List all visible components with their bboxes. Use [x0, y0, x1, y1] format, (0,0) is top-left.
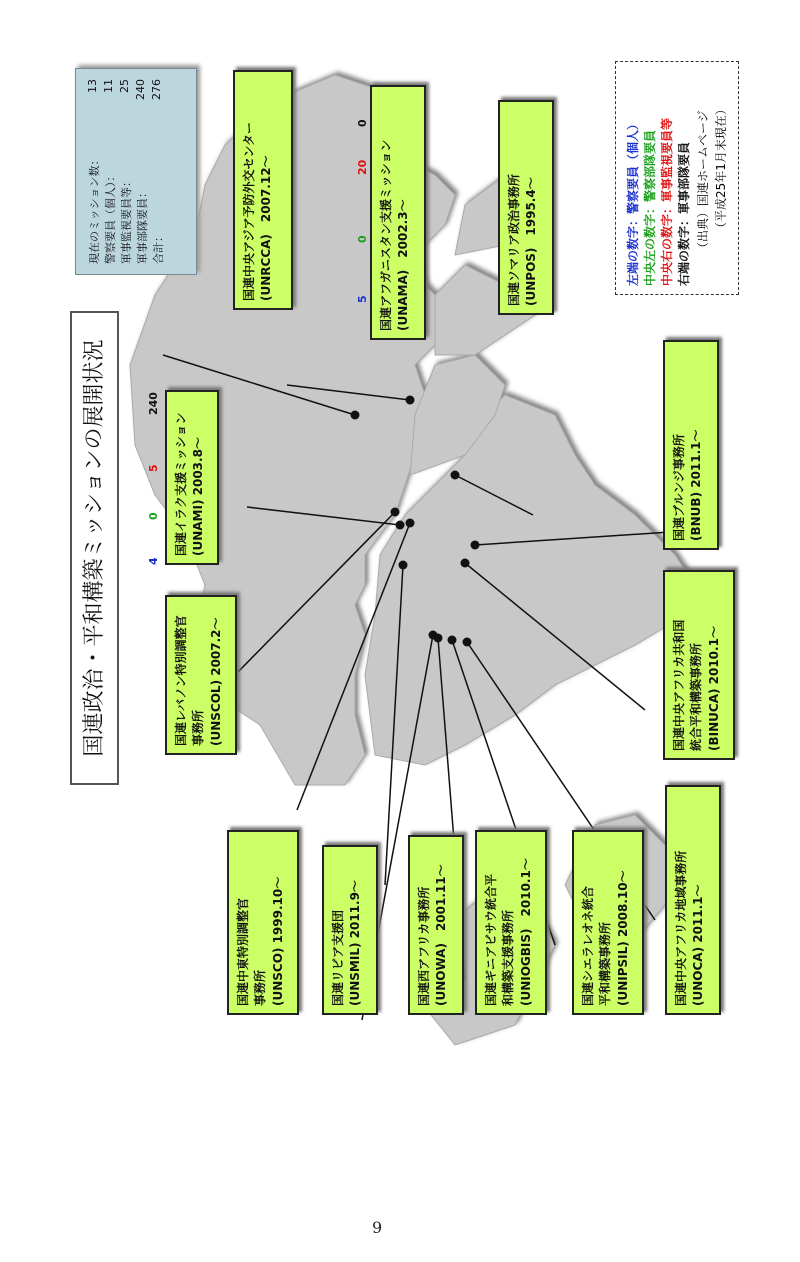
summary-value: 25: [118, 79, 131, 93]
unami-military-observers: 5: [147, 464, 160, 472]
page-title: 国連政治・平和構築ミッションの展開状況: [70, 311, 119, 785]
legend-date: （平成25年1月末現在）: [714, 103, 728, 234]
legend-police-unit: 中央左の数字：警察部隊要員: [643, 129, 657, 286]
summary-label: 合計：: [152, 231, 165, 264]
mission-name: 国連中東特別調整官: [236, 897, 250, 1006]
unami-troops: 240: [147, 392, 160, 415]
mission-name: 国連中央アフリカ共和国: [672, 619, 686, 751]
summary-row: [134, 79, 148, 264]
legend-military-observers: 中央右の数字：軍事監視要員等: [660, 117, 674, 286]
summary-label: 軍事部隊要員：: [136, 187, 149, 264]
summary-row: [86, 79, 100, 264]
legend-troops: 右端の数字：軍事部隊要員: [677, 141, 691, 286]
mission-name: 国連リビア支援団: [331, 909, 345, 1006]
mission-code: (UNAMI) 2003.8～: [191, 437, 206, 556]
mission-code: (BINUCA) 2010.1～: [706, 626, 721, 751]
mission-name: 国連アフガニスタン支援ミッション: [379, 139, 393, 331]
mission-name-cont: 事務所: [191, 709, 206, 746]
mission-code: (UNIOGBIS) 2010.1～: [518, 858, 533, 1006]
mission-code: (UNAMA) 2002.3～: [396, 199, 411, 331]
mission-unami: [165, 390, 219, 565]
mission-unscol: [165, 595, 237, 755]
mission-name: 国連イラク支援ミッション: [174, 412, 188, 556]
map-stage: [35, 55, 785, 1055]
mission-name-cont: 事務所: [253, 969, 268, 1006]
mission-name-cont: 和構築支援事務所: [501, 909, 516, 1006]
mission-unipsil: [572, 830, 644, 1015]
mission-name: 国連ブルンジ事務所: [672, 434, 686, 541]
mission-code: (UNSMIL) 2011.9～: [348, 880, 363, 1006]
mission-code: (UNOCA) 2011.1～: [691, 884, 706, 1006]
mission-bnub: [663, 340, 719, 550]
summary-row: [102, 79, 116, 264]
unami-police-individual: 4: [147, 557, 160, 565]
summary-row: [118, 79, 132, 264]
legend-source: （出典）国連ホームページ: [696, 110, 710, 254]
page-number: 9: [372, 1218, 383, 1237]
mission-name-cont: 統合平和構築事務所: [689, 642, 704, 751]
mission-binuca: [663, 570, 735, 760]
mission-unpos: [498, 100, 554, 315]
legend: [615, 61, 739, 295]
summary-label: 軍事監視要員等：: [120, 176, 133, 264]
mission-name: 国連ギニアビサウ統合平: [484, 873, 498, 1006]
summary-label: 現在のミッション数：: [88, 154, 101, 264]
summary-box: [75, 68, 197, 275]
summary-value: 13: [86, 79, 99, 93]
mission-uniogbis: [475, 830, 547, 1015]
mission-name: 国連中央アフリカ地域事務所: [674, 850, 688, 1006]
summary-value: 276: [150, 79, 163, 100]
mission-unoca: [665, 785, 721, 1015]
mission-unsco: [227, 830, 299, 1015]
unama-military-observers: 20: [356, 159, 369, 175]
summary-value: 240: [134, 79, 147, 100]
mission-name: 国連西アフリカ事務所: [417, 886, 431, 1006]
mission-name: 国連レバノン特別調整官: [174, 615, 188, 746]
mission-code: (UNIPSIL) 2008.10～: [615, 870, 630, 1006]
mission-code: (UNPOS) 1995.4～: [524, 177, 539, 306]
summary-label: 警察要員（個人）：: [104, 170, 117, 264]
mission-code: (UNSCOL) 2007.2～: [208, 617, 223, 746]
mission-code: (UNOWA) 2001.11～: [434, 864, 449, 1006]
summary-row: [150, 79, 164, 264]
mission-code: (BNUB) 2011.1～: [689, 429, 704, 541]
mission-unama: [370, 85, 426, 340]
mission-name-cont: 平和構築事務所: [598, 921, 613, 1006]
unama-troops: 0: [356, 119, 369, 127]
mission-code: (UNSCO) 1999.10～: [270, 876, 285, 1006]
mission-name: 国連中央アジア予防外交センター: [242, 121, 256, 301]
mission-unrcca: [233, 70, 293, 310]
summary-value: 11: [102, 79, 115, 93]
legend-police-individual: 左端の数字：警察要員（個人）: [626, 117, 640, 286]
mission-code: (UNRCCA) 2007.12～: [259, 155, 274, 301]
mission-unowa: [408, 835, 464, 1015]
unami-police-unit: 0: [147, 512, 160, 520]
mission-name: 国連シエラレオネ統合: [581, 886, 595, 1006]
mission-unsmil: [322, 845, 378, 1015]
mission-name: 国連ソマリア政治事務所: [507, 173, 521, 306]
unama-police-unit: 0: [356, 235, 369, 243]
unama-police-individual: 5: [356, 295, 369, 303]
